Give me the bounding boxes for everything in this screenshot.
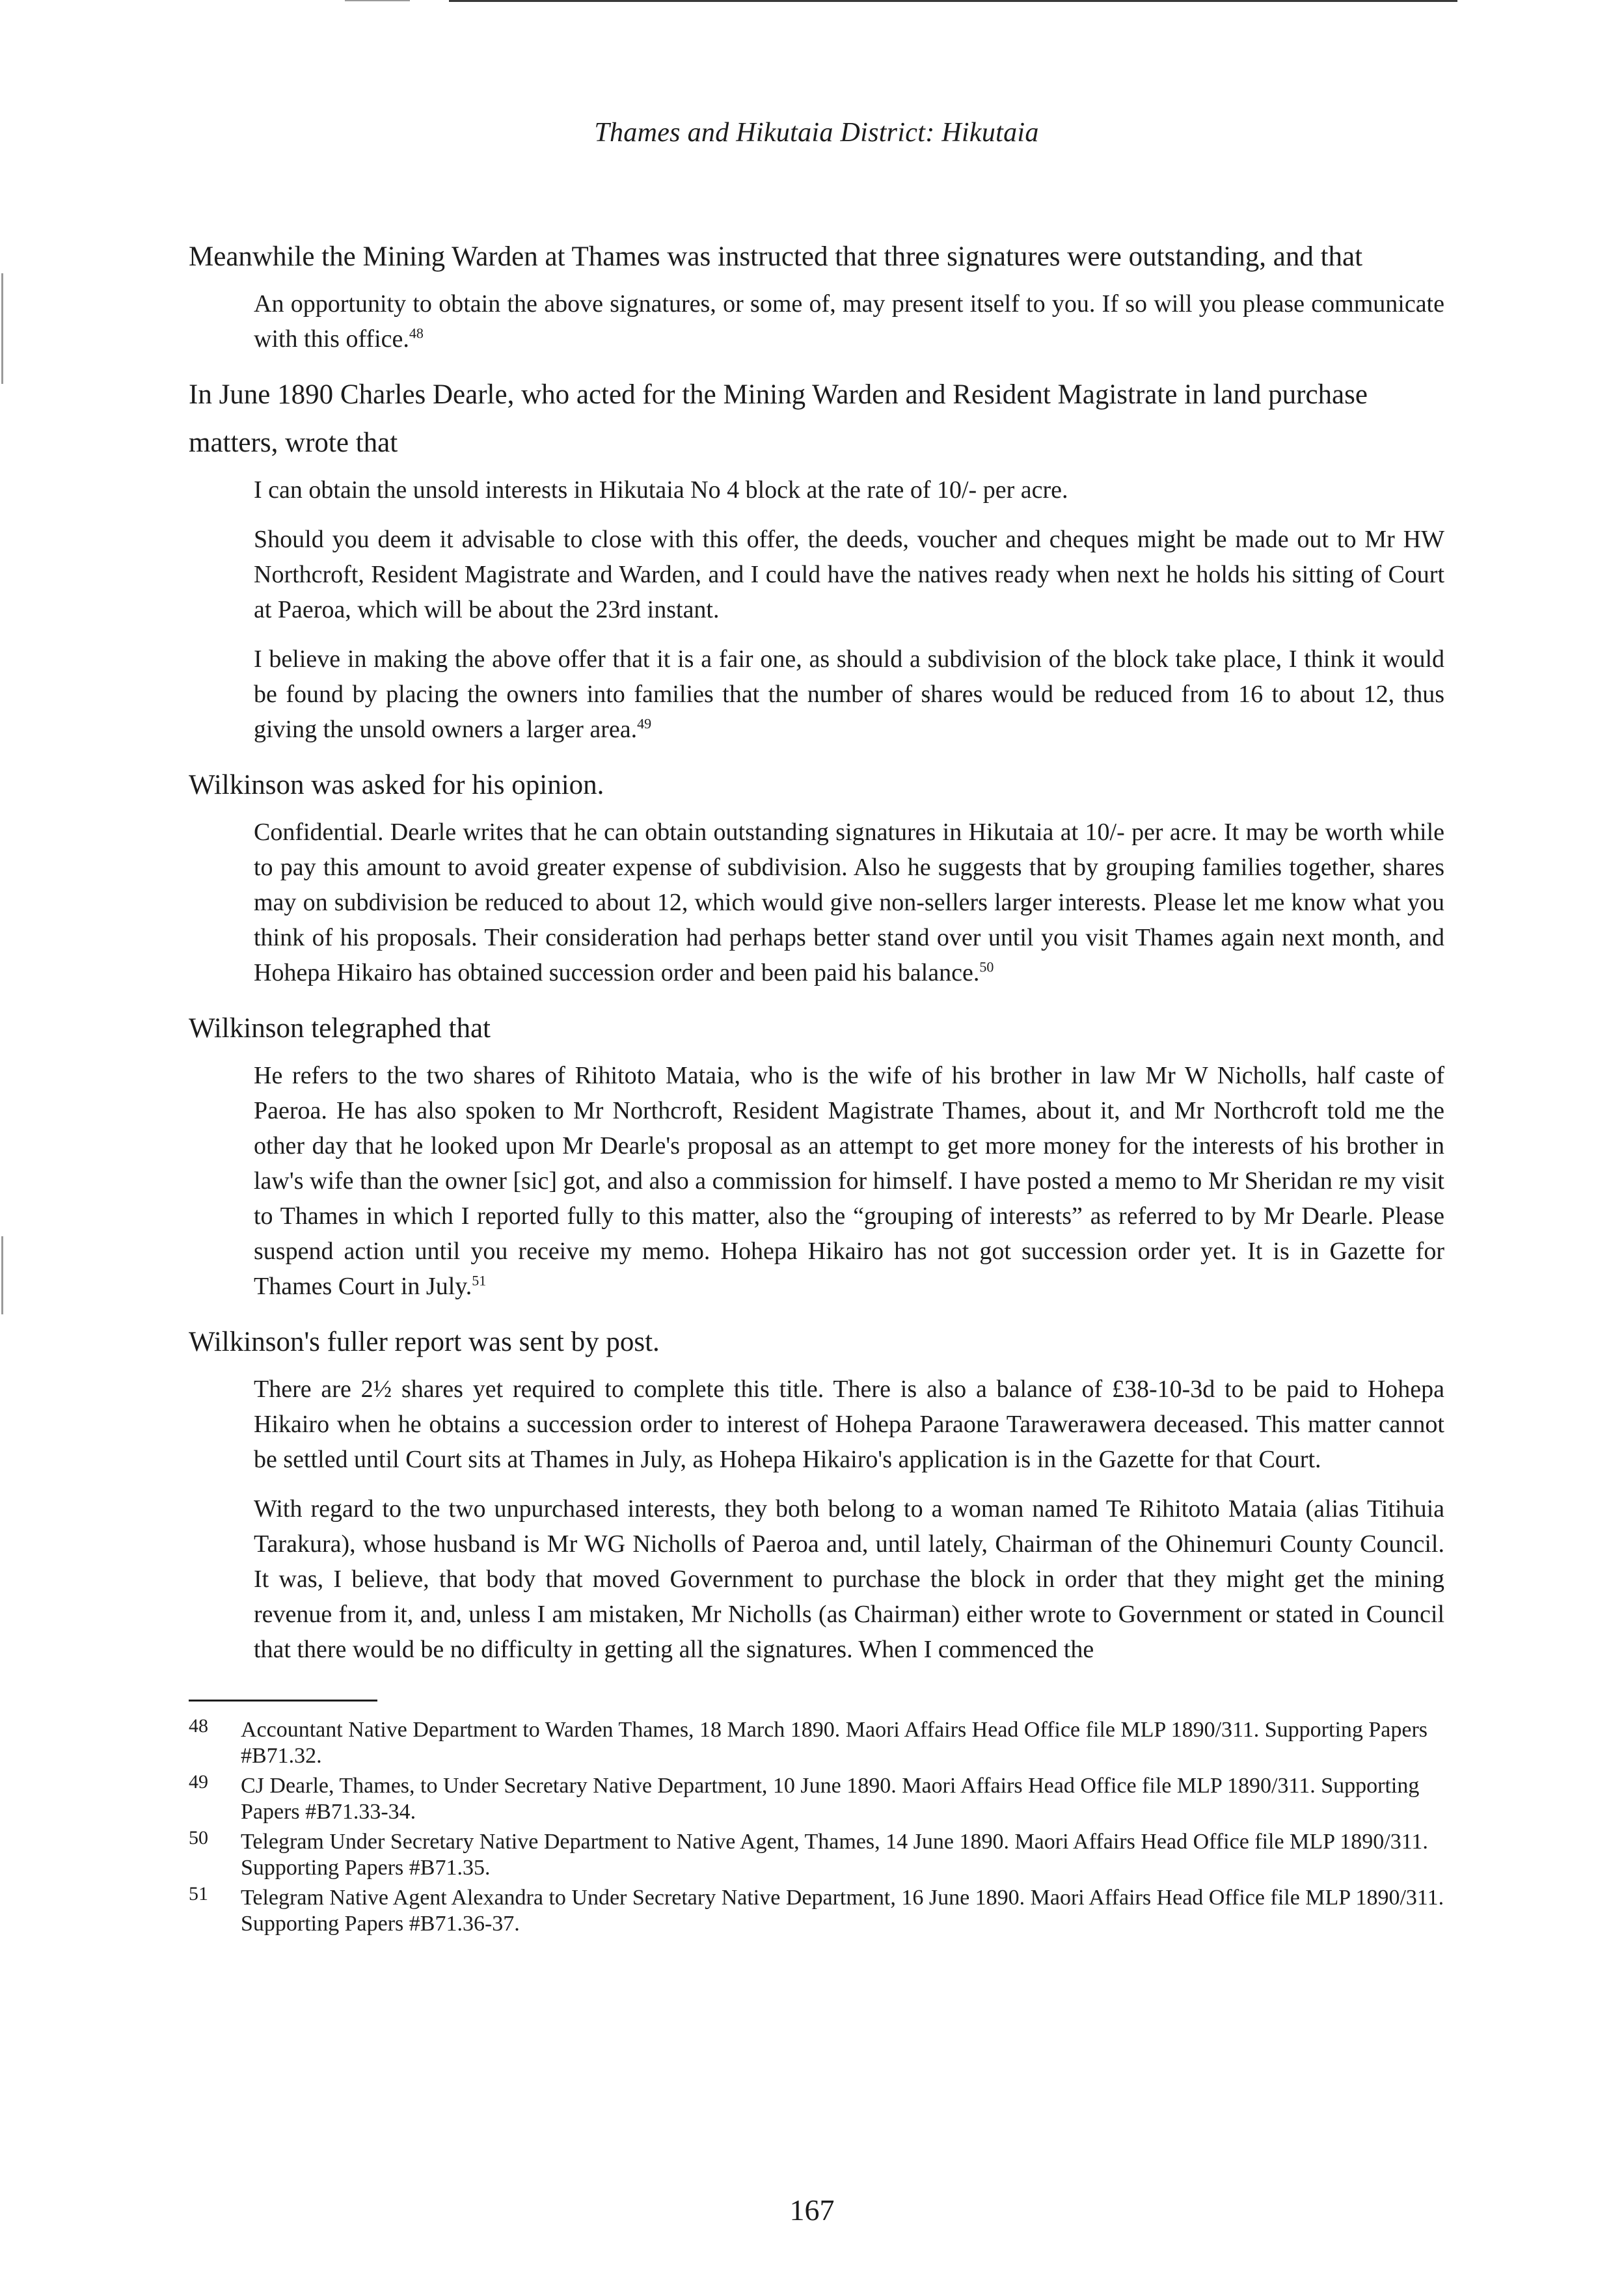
- footnote-text: Telegram Native Agent Alexandra to Under Secretary Native Department, 16 June 1890. Maori Affairs Head Office file MLP 1890/311. Supporting Papers #B71.36-37.: [241, 1886, 1444, 1936]
- footnote-text: CJ Dearle, Thames, to Under Secretary Native Department, 10 June 1890. Maori Affairs Head Office file MLP 1890/311. Supporting Papers #B71.33-34.: [241, 1774, 1420, 1824]
- margin-scan-mark: [1, 1236, 3, 1314]
- block-quote: [254, 472, 1444, 747]
- quote-paragraph: [254, 815, 1444, 990]
- footnote-number: 49: [189, 1771, 208, 1793]
- top-border-fragment: [345, 0, 410, 1]
- footnote: [189, 1829, 1444, 1881]
- body-paragraph: Wilkinson's fuller report was sent by post.: [189, 1327, 660, 1357]
- body-paragraph: Wilkinson was asked for his opinion.: [189, 770, 604, 800]
- quote-text: Should you deem it advisable to close with this offer, the deeds, voucher and cheques might be made out to Mr HW Northcroft, Resident Magistrate and Warden, and I could have the natives ready when next he holds his sitting of Court at Paeroa, which will be about the 23rd instant.: [254, 526, 1444, 623]
- quote-text: An opportunity to obtain the above signatures, or some of, may present itself to you. If so will you please communicate with this office.: [254, 290, 1444, 353]
- quote-paragraph: [254, 642, 1444, 747]
- body-paragraph: In June 1890 Charles Dearle, who acted for the Mining Warden and Resident Magistrate in land purchase matters, wrote that: [189, 379, 1368, 458]
- body-paragraph: Meanwhile the Mining Warden at Thames was instructed that three signatures were outstanding, and that: [189, 241, 1363, 272]
- running-head: Thames and Hikutaia District: Hikutaia: [594, 118, 1039, 148]
- quote-paragraph: [254, 522, 1444, 627]
- quote-paragraph: [254, 286, 1444, 357]
- block-quote: [254, 815, 1444, 990]
- footnote-reference[interactable]: 49: [637, 715, 652, 732]
- block-quote: [254, 1058, 1444, 1304]
- document-page: [189, 117, 1444, 1941]
- footnote-reference[interactable]: 51: [472, 1272, 487, 1289]
- footnotes: [189, 1717, 1444, 1937]
- quote-paragraph: [254, 472, 1444, 508]
- body-content: [189, 233, 1444, 1667]
- quote-paragraph: [254, 1058, 1444, 1304]
- footnote: [189, 1717, 1444, 1769]
- block-quote: [254, 1372, 1444, 1667]
- quote-text: He refers to the two shares of Rihitoto Mataia, who is the wife of his brother in law Mr W Nicholls, half caste of Paeroa. He has also spoken to Mr Northcroft, Resident Magistrate Thames, about it, and Mr Northcroft told me the other day that he looked upon Mr Dearle's proposal as an attempt to get more money for the interests of his brother in law's wife than the owner [sic] got, and also a commission for himself. I have posted a memo to Mr Sheridan re my visit to Thames in which I reported fully to this matter, also the “grouping of interests” as referred to by Mr Dearle. Please suspend action until you receive my memo. Hohepa Hikairo has not got succession order yet. It is in Gazette for Thames Court in July.: [254, 1062, 1444, 1300]
- footnote: [189, 1885, 1444, 1937]
- footnote-text: Telegram Under Secretary Native Department to Native Agent, Thames, 14 June 1890. Maori Affairs Head Office file MLP 1890/311. Supporting Papers #B71.35.: [241, 1830, 1428, 1880]
- footnote-separator: [189, 1700, 377, 1702]
- footnote-text: Accountant Native Department to Warden Thames, 18 March 1890. Maori Affairs Head Office file MLP 1890/311. Supporting Papers #B71.32.: [241, 1718, 1428, 1768]
- quote-text: I can obtain the unsold interests in Hikutaia No 4 block at the rate of 10/- per acre.: [254, 476, 1068, 504]
- quote-paragraph: [254, 1491, 1444, 1667]
- footnote-reference[interactable]: 50: [979, 958, 994, 975]
- quote-text: There are 2½ shares yet required to complete this title. There is also a balance of £38-10-3d to be paid to Hohepa Hikairo when he obtains a succession order to interest of Hohepa Paraone Tarawerawera deceased. This matter cannot be settled until Court sits at Thames in July, as Hohepa Hikairo's application is in the Gazette for that Court.: [254, 1376, 1444, 1473]
- footnote-number: 50: [189, 1827, 208, 1849]
- footnote-number: 48: [189, 1715, 208, 1737]
- footnote-number: 51: [189, 1883, 208, 1905]
- quote-text: Confidential. Dearle writes that he can obtain outstanding signatures in Hikutaia at 10/- per acre. It may be worth while to pay this amount to avoid greater expense of subdivision. Also he suggests that by grouping families together, shares may on subdivision be reduced to about 12, which would give non-sellers larger interests. Please let me know what you think of his proposals. Their consideration had perhaps better stand over until you visit Thames again next month, and Hohepa Hikairo has obtained succession order and been paid his balance.: [254, 819, 1444, 986]
- page-number: 167: [789, 2193, 835, 2227]
- footnote: [189, 1773, 1444, 1825]
- margin-scan-mark: [1, 273, 3, 384]
- quote-text: I believe in making the above offer that it is a fair one, as should a subdivision of the block take place, I think it would be found by placing the owners into families that the number of shares would be reduced from 16 to about 12, thus giving the unsold owners a larger area.: [254, 645, 1444, 743]
- top-border-rule: [449, 0, 1457, 2]
- body-paragraph: Wilkinson telegraphed that: [189, 1013, 491, 1044]
- quote-text: With regard to the two unpurchased interests, they both belong to a woman named Te Rihitoto Mataia (alias Titihuia Tarakura), whose husband is Mr WG Nicholls of Paeroa and, until lately, Chairman of the Ohinemuri County Council. It was, I believe, that body that moved Government to purchase the block in order that they might get the mining revenue from it, and, unless I am mistaken, Mr Nicholls (as Chairman) either wrote to Government or stated in Council that there would be no difficulty in getting all the signatures. When I commenced the: [254, 1495, 1444, 1663]
- footnote-reference[interactable]: 48: [409, 325, 424, 342]
- block-quote: [254, 286, 1444, 357]
- quote-paragraph: [254, 1372, 1444, 1477]
